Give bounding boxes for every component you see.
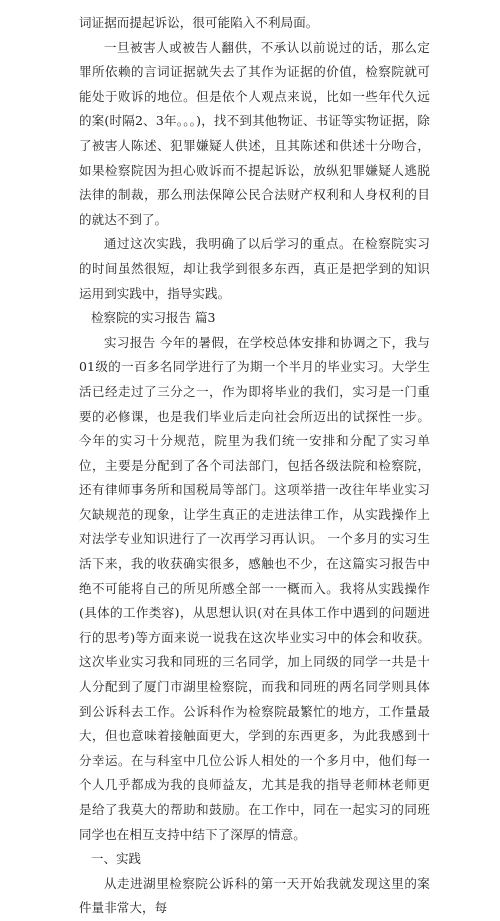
section-title-article-3: 检察院的实习报告 篇3 <box>91 310 216 326</box>
paragraph-3: 通过这次实践，我明确了以后学习的重点。在检察院实习的时间虽然很短，却让我学到很多东西，真正是把学到的知识运用到实践中，指导实践。 <box>79 236 430 301</box>
paragraph-1: 词证据而提起诉讼，很可能陷入不利局面。 <box>79 15 319 30</box>
paragraph-4: 实习报告 今年的暑假，在学校总体安排和协调之下，我与01级的一百多名同学进行了为期一个半月的毕业实习。大学生活已经走过了三分之一，作为即将毕业的我们，实习是一门重要的必修课，也是我们毕业后走向社会所迈出的试探性一步。今年的实习十分规范，院里为我们统一安排和分配了实习单位，主要是分配到了各个司法部门，包括各级法院和检察院，还有律师事务所和国税局等部门。这项举措一改往年毕业实习欠缺规范的现象，让学生真正的走进法律工作，从实践操作上对法学专业知识进行了一次再学习再认识。 一个多月的实习生活下来，我的收获确实很多，感触也不少，在这篇实习报告中绝不可能将自己的所见所感全部一一概而入。我将从实践操作(具体的工作类容)，从思想认识(对在具体工作中遇到的问题进行的思考)等方面来说一说我在这次毕业实习中的体会和收获。这次毕业实习我和同班的三名同学，加上同级的同学一共是十人分配到了厦门市湖里检察院，而我和同班的两名同学则具体到公诉科去工作。公诉科作为检察院最繁忙的地方，工作量最大，但也意味着接触面更大，学到的东西更多，为此我感到十分幸运。在与科室中几位公诉人相处的一个多月中，他们每一个人几乎都成为我的良师益友，尤其是我的指导老师林老师更是给了我莫大的帮助和鼓励。在工作中，同在一起实习的同班同学也在相互支持中结下了深厚的情意。 <box>79 334 430 842</box>
paragraph-5: 从走进湖里检察院公诉科的第一天开始我就发现这里的案件量非常大，每 <box>79 875 430 916</box>
paragraph-2: 一旦被害人或被告人翻供，不承认以前说过的话，那么定罪所依赖的言词证据就失去了其作为证据的价值，检察院就可能处于败诉的地位。但是依个人观点来说，比如一些年代久远的案(时隔2、3年。。。)，找不到其他物证、书证等实物证据，除了被害人陈述、犯罪嫌疑人供述，且其陈述和供述十分吻合，如果检察院因为担心败诉而不提起诉讼，放纵犯罪嫌疑人逃脱法律的制裁，那么刑法保障公民合法财产权利和人身权利的目的就达不到了。 <box>79 39 430 227</box>
section-heading-practice: 一、实践 <box>91 851 142 867</box>
